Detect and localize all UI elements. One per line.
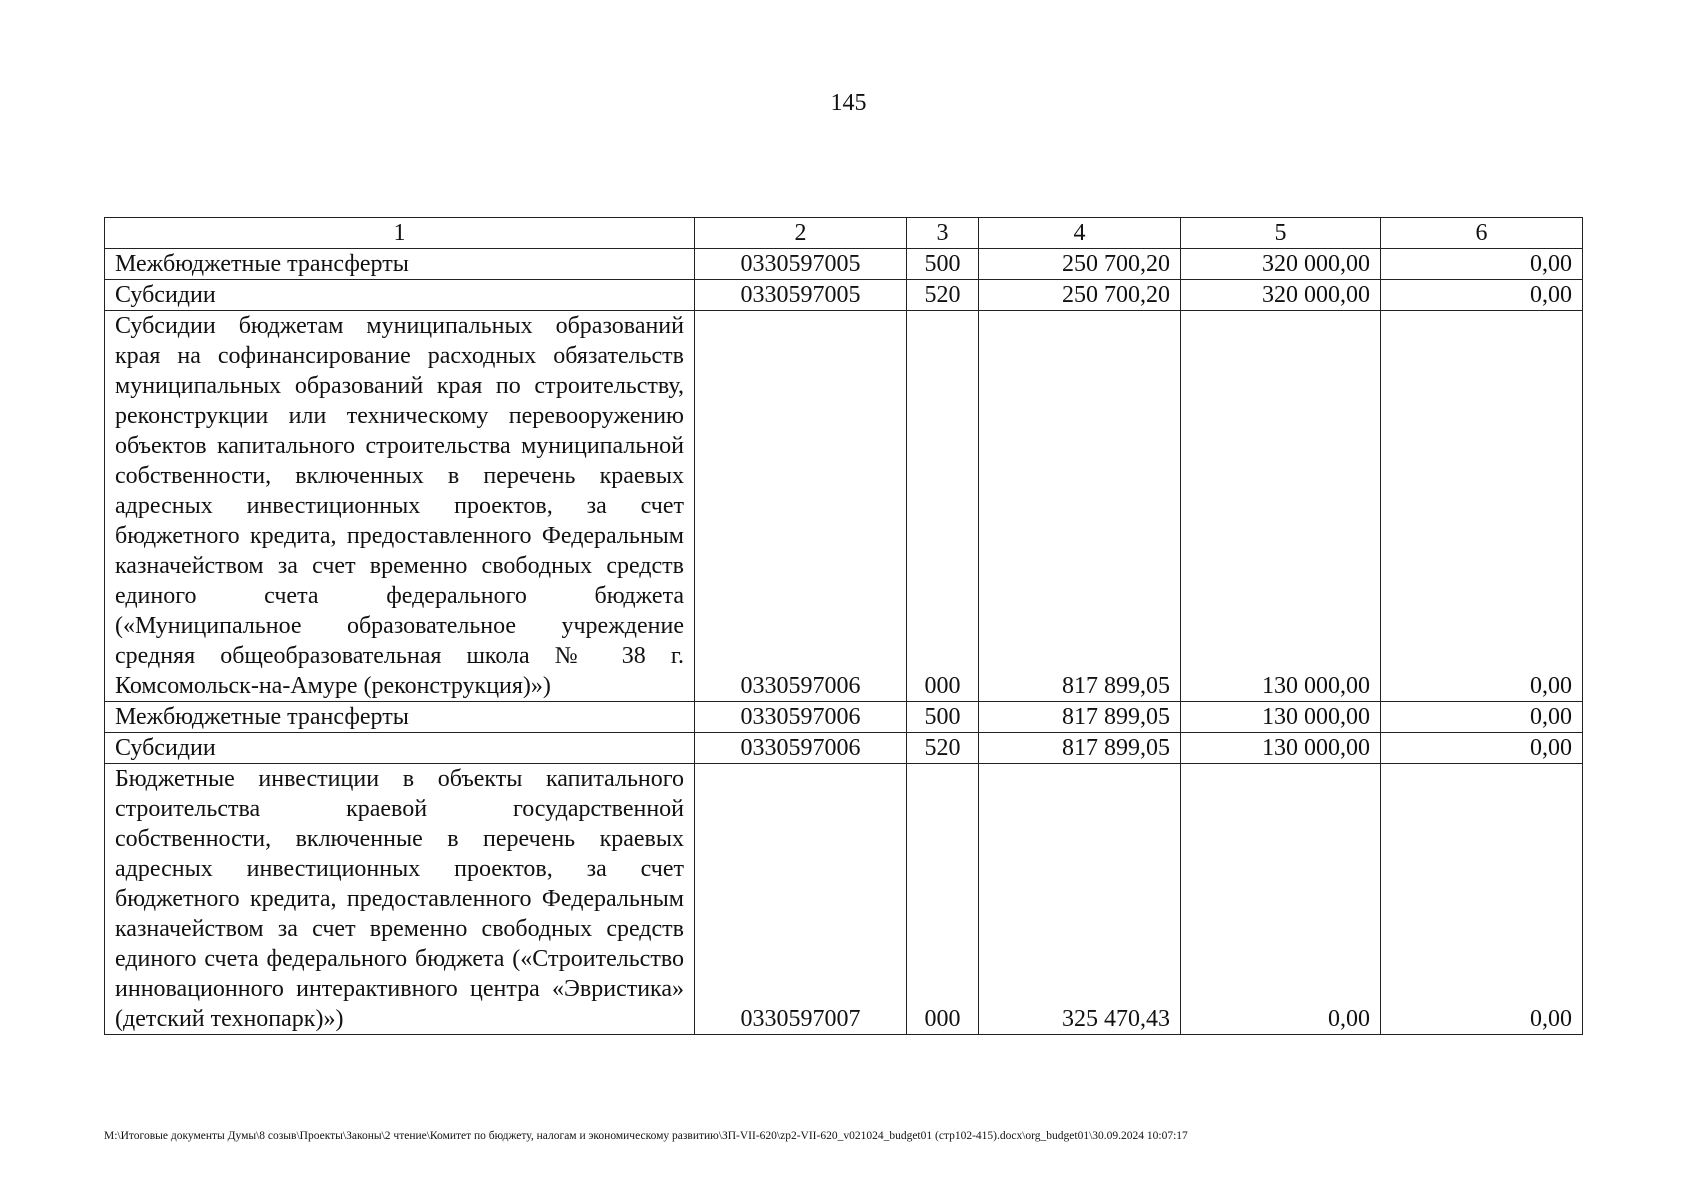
row-value-col4: 325 470,43 bbox=[979, 764, 1181, 1035]
row-name: Бюджетные инвестиции в объекты капитального строительства краевой государственной собственности, включенные в перечень краевых адресных инвестиционных проектов, за счет бюджетного кредита, предоставленного Федеральным казначейством за счет временно свободных средств единого счета федерального бюджета («Строительство инновационного интерактивного центра «Эвристика» (детский технопарк)») bbox=[105, 764, 695, 1035]
row-type: 000 bbox=[907, 764, 979, 1035]
row-type: 500 bbox=[907, 702, 979, 733]
row-code: 0330597006 bbox=[695, 311, 907, 702]
row-value-col6: 0,00 bbox=[1381, 311, 1583, 702]
document-file-path: M:\Итоговые документы Думы\8 созыв\Проекты\Законы\2 чтение\Комитет по бюджету, налогам и экономическому развитию\ЗП-VII-620\zp2-VII-620_v021024_budget01 (стр102-415).docx\org_budget01\30.09.2024 10:07:17 bbox=[104, 1130, 1188, 1142]
row-name: Межбюджетные трансферты bbox=[105, 249, 695, 280]
table-row bbox=[105, 733, 1583, 764]
column-number-5: 5 bbox=[1181, 218, 1381, 249]
row-value-col5: 130 000,00 bbox=[1181, 311, 1381, 702]
row-value-col5: 130 000,00 bbox=[1181, 702, 1381, 733]
row-type: 500 bbox=[907, 249, 979, 280]
table-row bbox=[105, 249, 1583, 280]
table-row bbox=[105, 702, 1583, 733]
row-value-col6: 0,00 bbox=[1381, 280, 1583, 311]
row-type: 520 bbox=[907, 733, 979, 764]
row-value-col6: 0,00 bbox=[1381, 249, 1583, 280]
page-number: 145 bbox=[830, 90, 867, 116]
row-code: 0330597006 bbox=[695, 702, 907, 733]
row-value-col4: 250 700,20 bbox=[979, 280, 1181, 311]
row-value-col5: 320 000,00 bbox=[1181, 249, 1381, 280]
column-number-2: 2 bbox=[695, 218, 907, 249]
row-name: Субсидии бюджетам муниципальных образований края на софинансирование расходных обязательств муниципальных образований края по строительству, реконструкции или техническому перевооружению объектов капитального строительства муниципальной собственности, включенных в перечень краевых адресных инвестиционных проектов, за счет бюджетного кредита, предоставленного Федеральным казначейством за счет временно свободных средств единого счета федерального бюджета («Муниципальное образовательное учреждение средняя общеобразовательная школа № 38 г. Комсомольск-на-Амуре (реконструкция)») bbox=[105, 311, 695, 702]
row-code: 0330597005 bbox=[695, 249, 907, 280]
row-value-col4: 817 899,05 bbox=[979, 311, 1181, 702]
row-value-col4: 817 899,05 bbox=[979, 702, 1181, 733]
column-number-6: 6 bbox=[1381, 218, 1583, 249]
row-type: 520 bbox=[907, 280, 979, 311]
row-value-col6: 0,00 bbox=[1381, 733, 1583, 764]
row-type: 000 bbox=[907, 311, 979, 702]
table-header-row bbox=[105, 218, 1583, 249]
row-value-col6: 0,00 bbox=[1381, 764, 1583, 1035]
row-value-col5: 130 000,00 bbox=[1181, 733, 1381, 764]
table-row bbox=[105, 764, 1583, 1035]
row-value-col6: 0,00 bbox=[1381, 702, 1583, 733]
row-code: 0330597006 bbox=[695, 733, 907, 764]
row-value-col4: 817 899,05 bbox=[979, 733, 1181, 764]
column-number-1: 1 bbox=[105, 218, 695, 249]
row-value-col5: 0,00 bbox=[1181, 764, 1381, 1035]
table-row bbox=[105, 311, 1583, 702]
row-value-col4: 250 700,20 bbox=[979, 249, 1181, 280]
row-name: Субсидии bbox=[105, 280, 695, 311]
column-number-3: 3 bbox=[907, 218, 979, 249]
row-name: Межбюджетные трансферты bbox=[105, 702, 695, 733]
row-code: 0330597005 bbox=[695, 280, 907, 311]
table-row bbox=[105, 280, 1583, 311]
column-number-4: 4 bbox=[979, 218, 1181, 249]
row-value-col5: 320 000,00 bbox=[1181, 280, 1381, 311]
budget-table bbox=[104, 217, 1583, 1035]
row-name: Субсидии bbox=[105, 733, 695, 764]
row-code: 0330597007 bbox=[695, 764, 907, 1035]
